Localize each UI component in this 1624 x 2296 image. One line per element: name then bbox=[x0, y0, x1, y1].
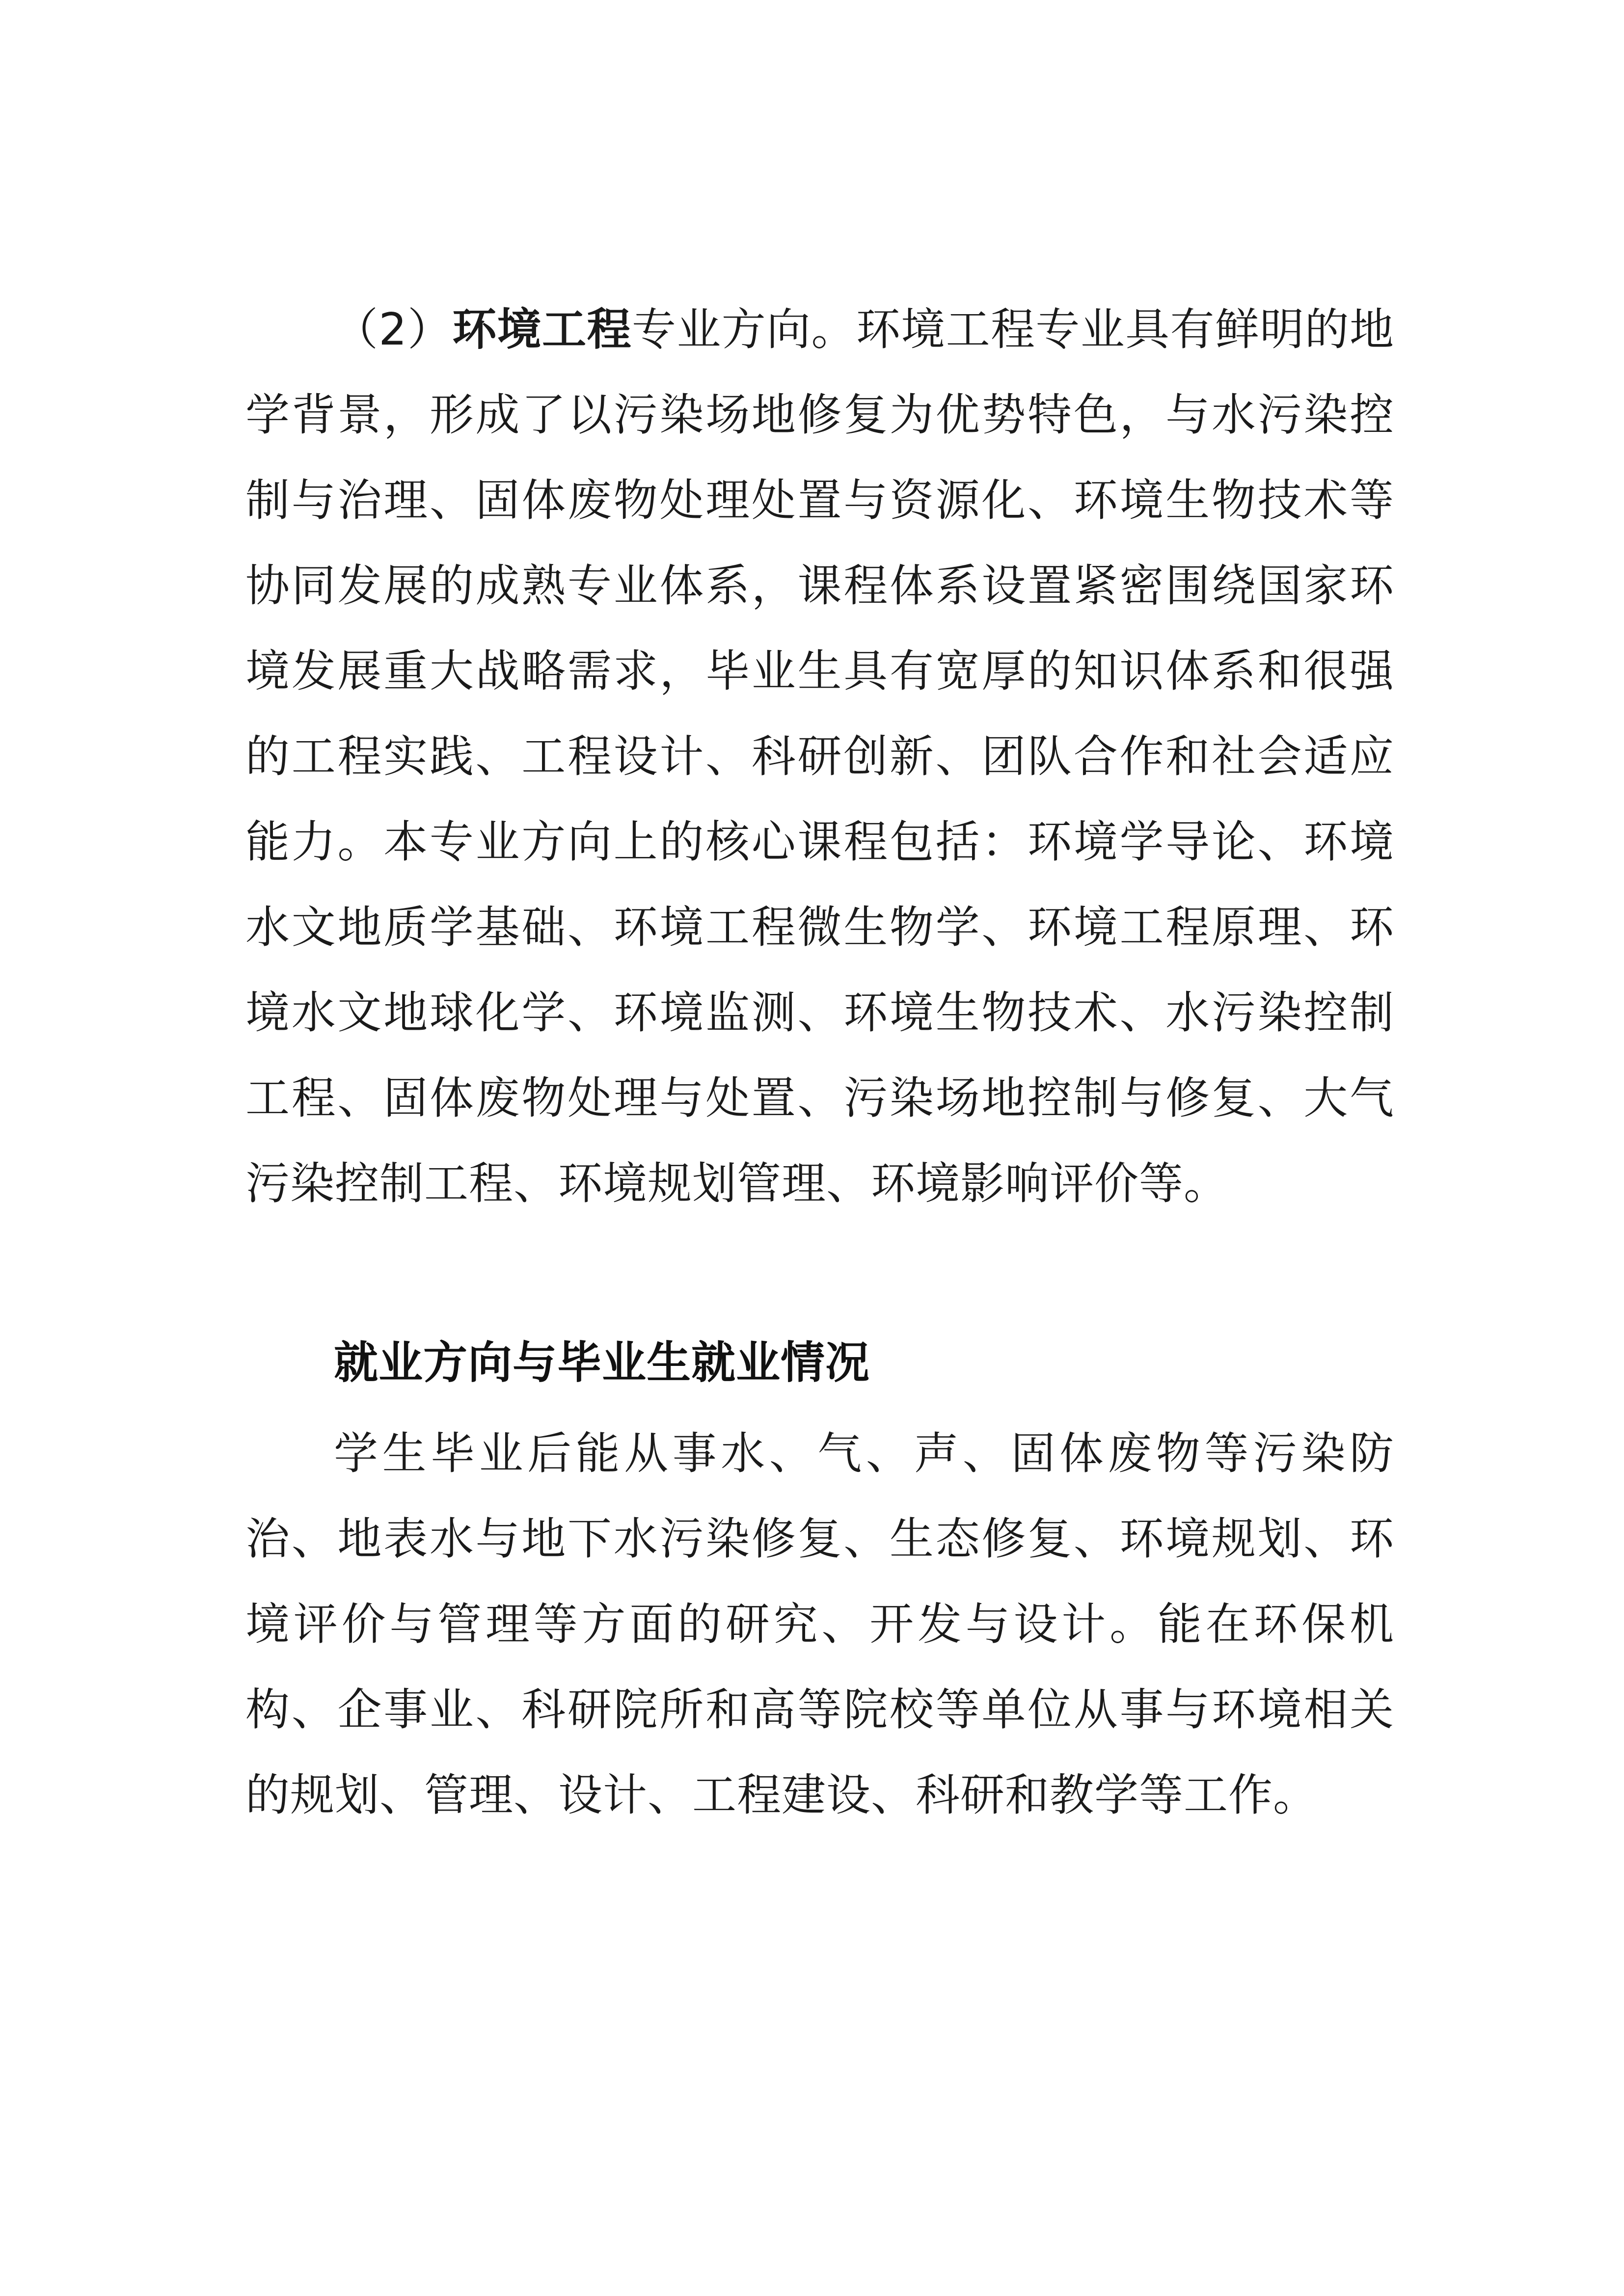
employment-paragraph: 学生毕业后能从事水、气、声、固体废物等污染防治、地表水与地下水污染修复、生态修复、环境规划、环境评价与管理等方面的研究、开发与设计。能在环保机构、企事业、科研院所和高等院校等单位从事与环境相关的规划、管理、设计、工程建设、科研和教学等工作。 bbox=[245, 1428, 1394, 1821]
engineering-body: 专业方向。环境工程专业具有鲜明的地学背景，形成了以污染场地修复为优势特色，与水污染控制与治理、固体废物处理处置与资源化、环境生物技术等协同发展的成熟专业体系，课程体系设置紧密围绕国家环境发展重大战略需求，毕业生具有宽厚的知识体系和很强的工程实践、工程设计、科研创新、团队合作和社会适应能力。本专业方向上的核心课程包括：环境学导论、环境水文地质学基础、环境工程微生物学、环境工程原理、环境水文地球化学、环境监测、环境生物技术、水污染控制工程、固体废物处理与处置、污染场地控制与修复、大气污染控制工程、环境规划管理、环境影响评价等。 bbox=[245, 304, 1395, 1209]
engineering-paragraph bbox=[245, 287, 1394, 1227]
major-name: 环境工程 bbox=[452, 304, 632, 355]
section-number: （2） bbox=[334, 304, 453, 355]
employment-heading: 就业方向与毕业生就业情况 bbox=[334, 1337, 870, 1388]
